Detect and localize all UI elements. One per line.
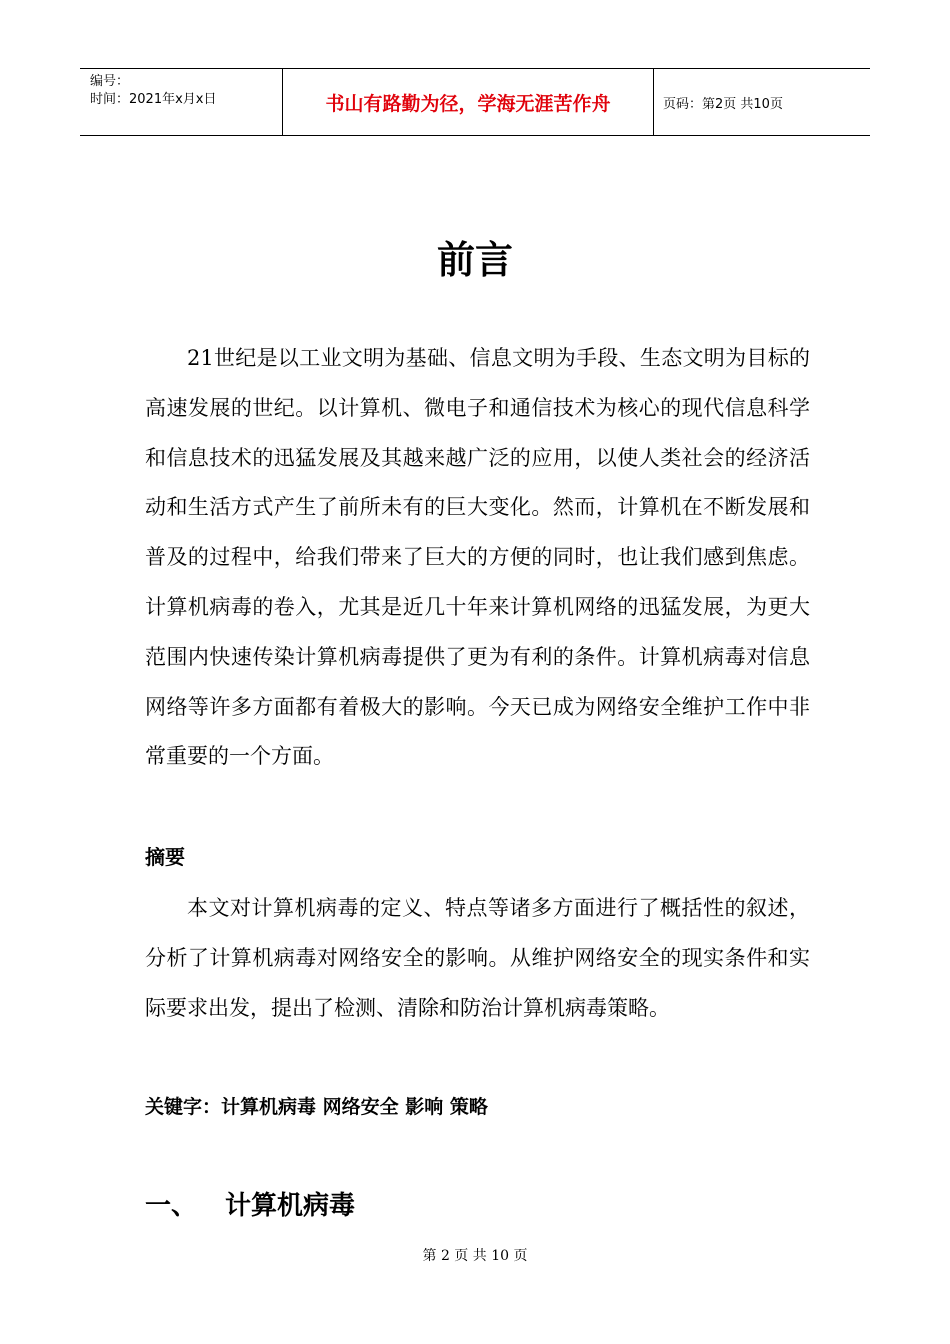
document-title: 前言 (436, 238, 513, 282)
header-motto-cell (282, 69, 654, 135)
abstract-paragraph: 本文对计算机病毒的定义、特点等诸多方面进行了概括性的叙述，分析了计算机病毒对网络安全的影响。从维护网络安全的现实条件和实际要求出发，提出了检测、清除和防治计算机病毒策略。 (145, 896, 810, 1020)
header-page-info: 页码：第2页 共10页 (663, 96, 783, 112)
keywords-line: 关键字：计算机病毒 网络安全 影响 策略 (145, 1096, 488, 1118)
section-heading (145, 1185, 355, 1227)
page-header (80, 68, 870, 136)
intro-paragraph: 21世纪是以工业文明为基础、信息文明为手段、生态文明为目标的高速发展的世纪。以计算机、微电子和通信技术为核心的现代信息科学和信息技术的迅猛发展及其越来越广泛的应用，以使人类社会的经济活动和生活方式产生了前所未有的巨大变化。然而，计算机在不断发展和普及的过程中，给我们带来了巨大的方便的同时，也让我们感到焦虑。计算机病毒的卷入，尤其是近几十年来计算机网络的迅猛发展，为更大范围内快速传染计算机病毒提供了更为有利的条件。计算机病毒对信息网络等许多方面都有着极大的影响。今天已成为网络安全维护工作中非常重要的一个方面。 (145, 346, 810, 769)
page-footer: 第 2 页 共 10 页 (422, 1248, 528, 1264)
section-number: 一、 (145, 1191, 198, 1221)
number-label: 编号： (90, 74, 130, 89)
header-motto: 书山有路勤为径，学海无涯苦作舟 (325, 92, 611, 115)
time-label: 时间：2021年x月x日 (90, 92, 217, 107)
section-title: 计算机病毒 (225, 1191, 356, 1221)
abstract-heading: 摘要 (145, 845, 185, 869)
header-meta (80, 69, 282, 135)
